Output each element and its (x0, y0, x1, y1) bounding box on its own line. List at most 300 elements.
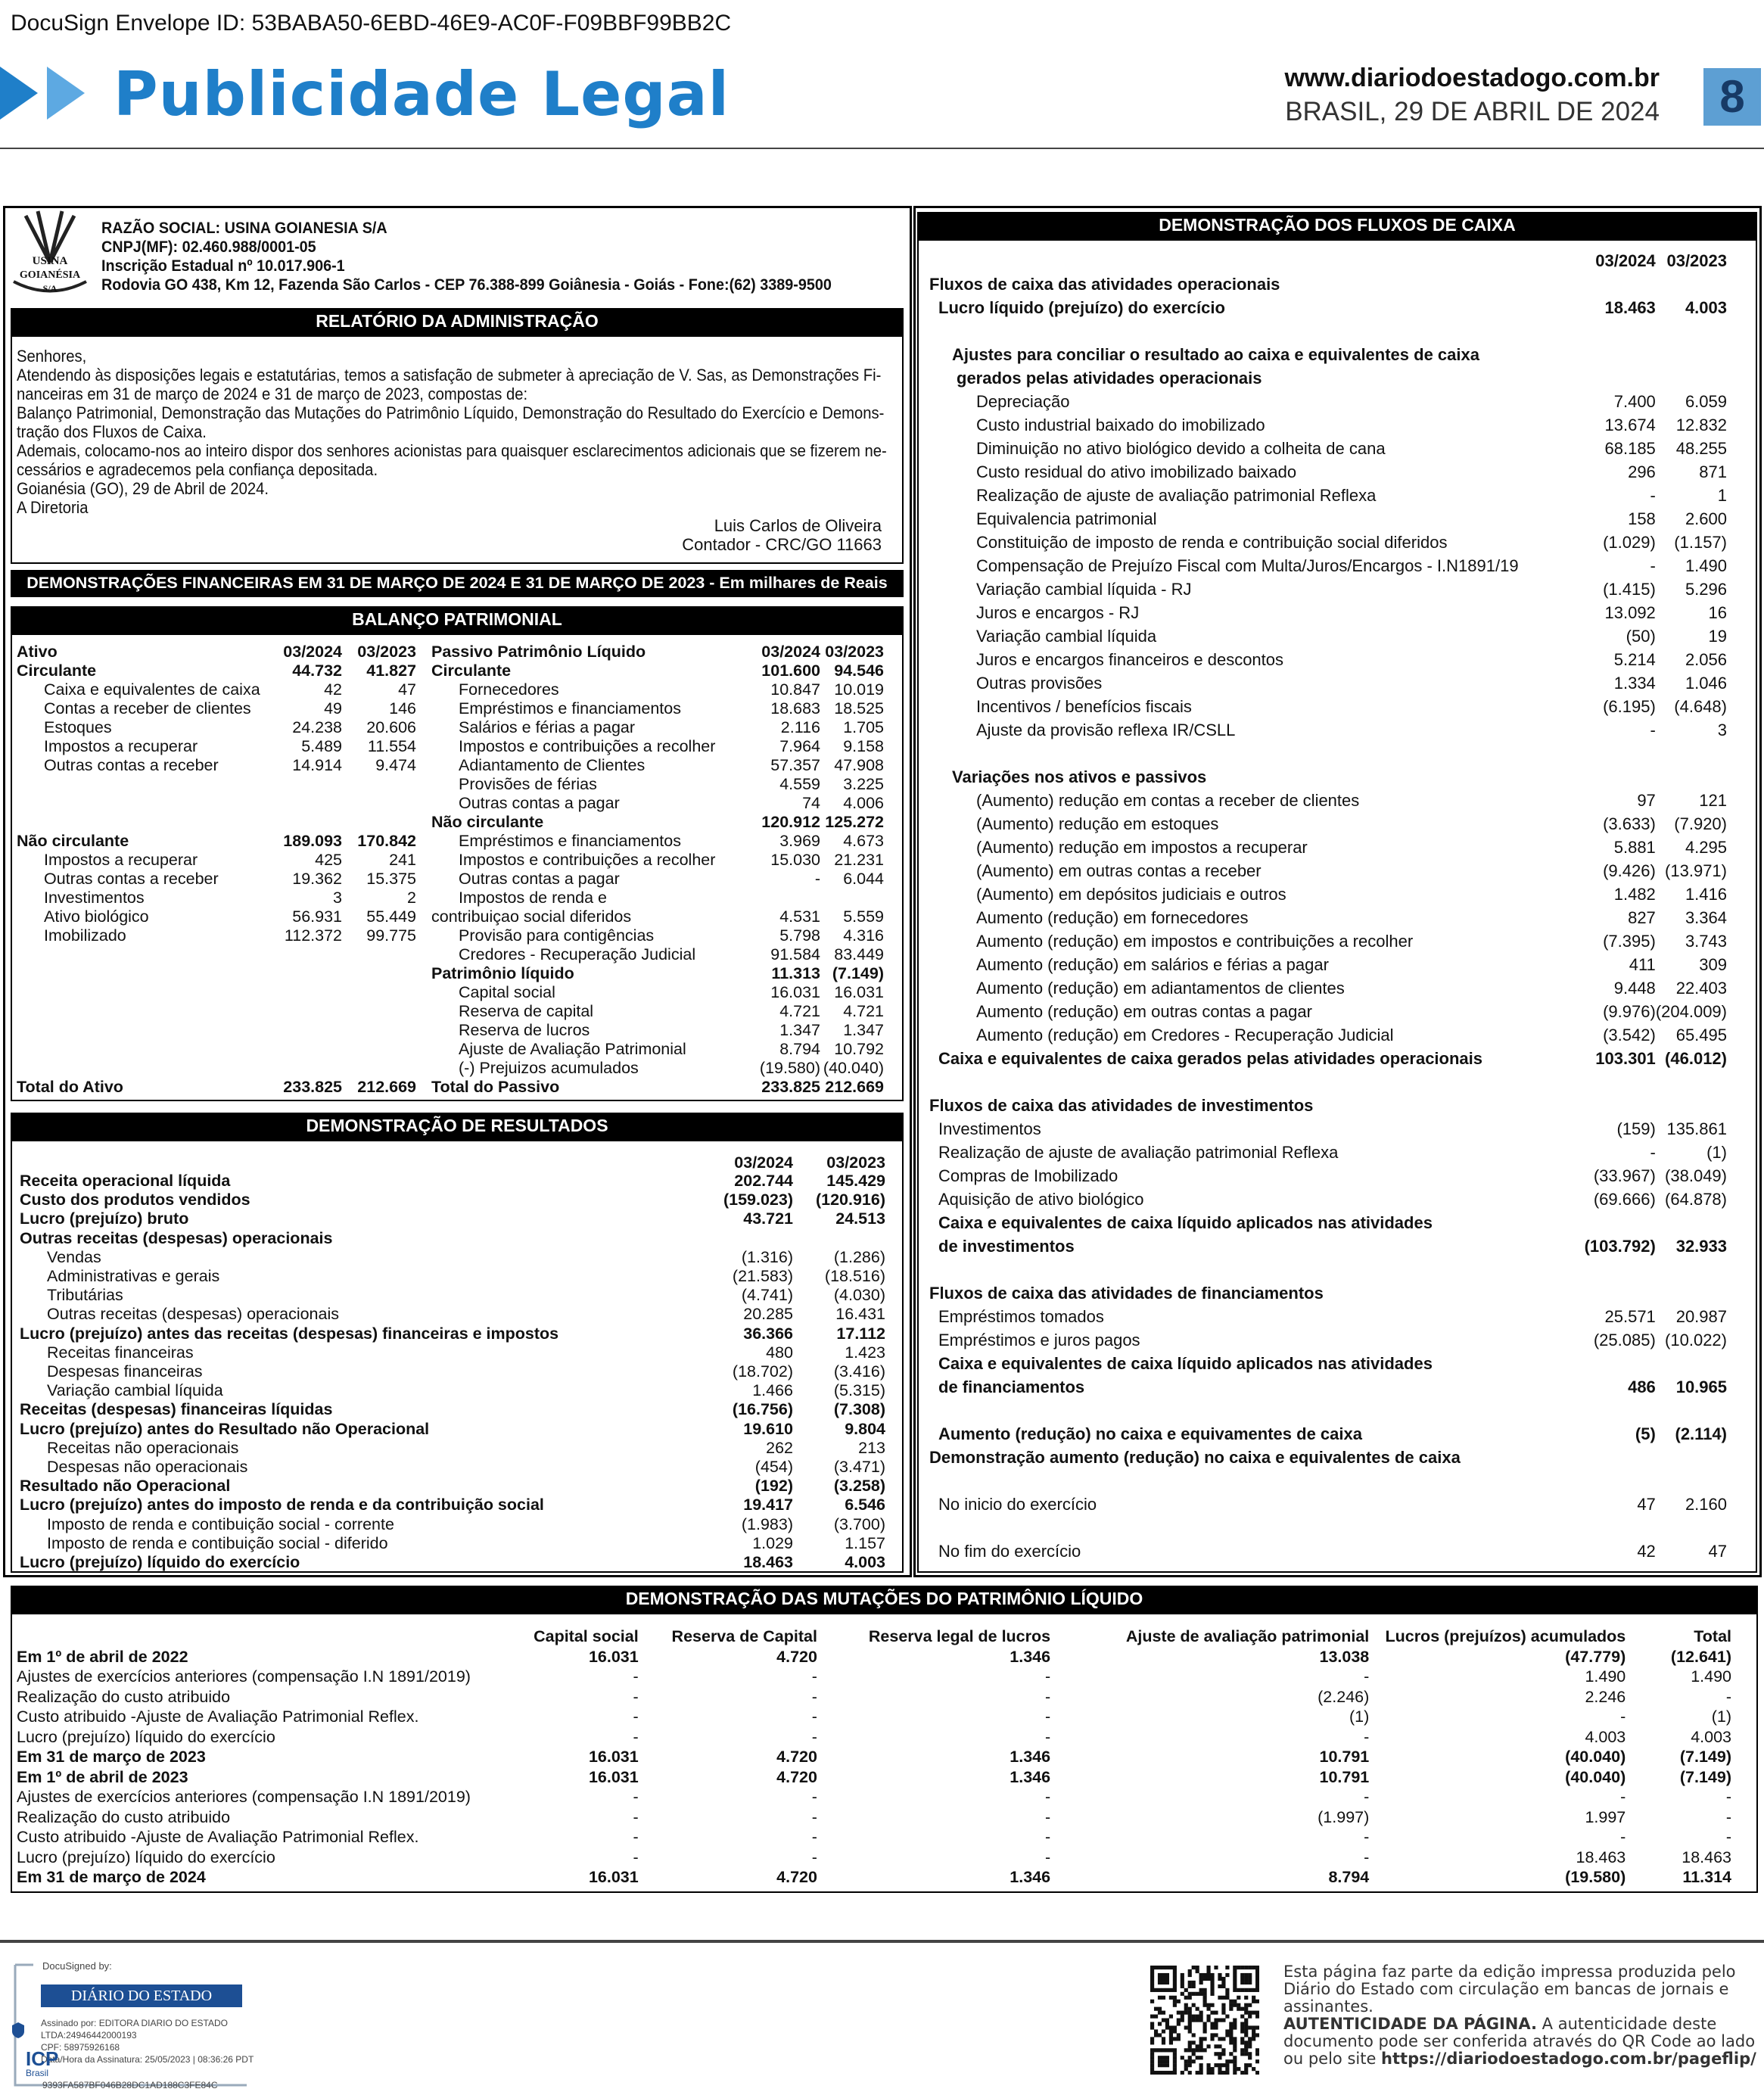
qr-module (1199, 2063, 1203, 2067)
qr-module (1188, 2059, 1192, 2063)
row-value: (1) (1706, 1143, 1727, 1162)
row-value: 425 (315, 851, 342, 869)
double-arrow-icon (0, 67, 95, 120)
page-number: 8 (1703, 68, 1761, 126)
table-row (929, 1375, 1727, 1399)
row-value: 6.546 (845, 1496, 885, 1514)
table-row (431, 756, 884, 775)
row-value: 233.825 (761, 1078, 820, 1096)
company-logo (11, 210, 89, 304)
qr-module (1225, 2015, 1229, 2019)
qr-module (1154, 1988, 1158, 1992)
row-label: Passivo Patrimônio Líquido (431, 643, 646, 661)
qr-module (1162, 2063, 1165, 2067)
authenticity-text: A autenticidade deste (1537, 2015, 1717, 2033)
table-row (431, 907, 884, 926)
qr-module (1196, 2019, 1199, 2022)
row-value (342, 1002, 416, 1021)
row-value: 18.463 (1576, 1848, 1626, 1866)
row-value: 42 (324, 680, 342, 699)
qr-module (1154, 2007, 1158, 2011)
qr-module (1210, 2033, 1214, 2037)
row-value (1571, 1094, 1656, 1117)
row-label: Investimentos (44, 889, 145, 907)
qr-module (1177, 2000, 1181, 2003)
row-value: 68.185 (1604, 439, 1656, 458)
qr-module (1218, 2056, 1221, 2059)
row-label: Realização do custo atribuido (17, 1807, 231, 1826)
qr-module (1240, 2052, 1244, 2056)
row-value: (13.971) (1665, 861, 1727, 880)
row-value: (1) (1349, 1707, 1370, 1726)
row-value: - (633, 1727, 639, 1746)
qr-module (1169, 2029, 1173, 2033)
row-value: - (633, 1667, 639, 1686)
row-value (266, 813, 342, 832)
qr-module (1240, 1966, 1244, 1969)
docusigned-label: DocuSigned by: (42, 1960, 112, 1972)
column-header: Total (1694, 1627, 1731, 1645)
qr-module (1206, 2007, 1210, 2011)
qr-module (1252, 2067, 1255, 2071)
column-header: Reserva legal de lucros (868, 1627, 1051, 1645)
table-row (17, 1002, 416, 1021)
qr-module (1199, 2041, 1203, 2044)
row-value: 03/2024 (1595, 251, 1656, 270)
row-value: 212.669 (357, 1078, 416, 1096)
row-label: Reserva de lucros (459, 1021, 590, 1039)
qr-module (1169, 2071, 1173, 2075)
qr-module (1203, 1988, 1207, 1992)
row-value: 5.214 (1613, 650, 1656, 669)
row-label (17, 775, 266, 794)
qr-module (1225, 2063, 1229, 2067)
row-label: (Aumento) redução em estoques (976, 814, 1219, 833)
row-value: 1.029 (752, 1533, 793, 1552)
qr-module (1150, 2052, 1154, 2056)
qr-module (1188, 1973, 1192, 1977)
row-value: 1.705 (843, 718, 884, 736)
table-row (929, 836, 1727, 859)
table-row (929, 437, 1727, 460)
qr-module (1214, 2033, 1218, 2037)
qr-code-icon[interactable] (1150, 1966, 1259, 2075)
row-value (342, 964, 416, 983)
qr-module (1192, 1981, 1196, 1984)
row-label: Compensação de Prejuízo Fiscal com Multa/Juros/Encargos - I.N1891/19 (976, 556, 1519, 575)
qr-module (1169, 2025, 1173, 2029)
row-value (1571, 1446, 1656, 1469)
qr-module (1206, 1973, 1210, 1977)
qr-module (1255, 1988, 1259, 1992)
row-value: (192) (754, 1477, 793, 1496)
row-value (1656, 1516, 1727, 1539)
table-row (929, 859, 1727, 883)
row-label: Impostos a recuperar (44, 851, 198, 869)
row-label: de financiamentos (938, 1377, 1085, 1396)
qr-module (1233, 2003, 1237, 2007)
brand-logo: DIÁRIO DO ESTADO (41, 1984, 242, 2007)
row-value: - (811, 1828, 817, 1846)
qr-module (1188, 1981, 1192, 1984)
qr-module (1173, 1984, 1177, 1988)
table-row (929, 1234, 1727, 1258)
table-row (929, 929, 1727, 953)
qr-module (1199, 2048, 1203, 2052)
qr-module (1150, 2041, 1154, 2044)
row-value: 121 (1699, 791, 1727, 810)
relatorio-line: Ademais, colocamo-nos ao inteiro dispor dos senhores acionistas para quaisquer esclarecimentos adicionais que se fizerem ne- (17, 441, 887, 460)
qr-module (1188, 1969, 1192, 1973)
row-value: 18.463 (1682, 1848, 1731, 1866)
row-value: 99.775 (366, 926, 416, 945)
qr-module (1162, 1977, 1165, 1981)
table-row (17, 1747, 1731, 1767)
document-hash: 9393FA587BF046B28DC1AD188C3FE84C (42, 2080, 218, 2090)
qr-module (1237, 1966, 1240, 1969)
table-row (17, 1040, 416, 1059)
qr-module (1233, 1984, 1237, 1988)
row-value: 4.006 (843, 794, 884, 812)
row-label: Despesas não operacionais (47, 1458, 248, 1477)
qr-module (1165, 2048, 1169, 2052)
row-value: - (1650, 556, 1656, 575)
qr-module (1225, 1988, 1229, 1992)
row-label: Diminuição no ativo biológico devido a colheita de cana (976, 439, 1386, 458)
qr-module (1162, 1996, 1165, 2000)
row-value: 4.720 (776, 1767, 817, 1786)
row-value: 5.296 (1685, 580, 1727, 599)
row-label: Ajustes de exercícios anteriores (compensação I.N 1891/2019) (17, 1667, 471, 1686)
row-label: Circulante (17, 661, 97, 680)
table-row (431, 983, 884, 1002)
qr-module (1244, 2044, 1248, 2048)
row-value: 1.346 (1010, 1767, 1051, 1786)
row-label: No fim do exercício (938, 1542, 1081, 1561)
relatorio-line: Senhores, (17, 347, 87, 366)
row-value (1571, 742, 1656, 765)
qr-module (1248, 2041, 1252, 2044)
qr-module (1150, 1981, 1154, 1984)
row-label (929, 742, 1571, 765)
qr-module (1173, 2000, 1177, 2003)
qr-module (1169, 1966, 1173, 1969)
qr-module (1188, 2015, 1192, 2019)
row-value (1656, 1352, 1727, 1375)
qr-module (1203, 2000, 1207, 2003)
qr-module (1162, 2056, 1165, 2059)
qr-module (1181, 1973, 1184, 1977)
qr-module (1181, 1977, 1184, 1981)
resultado-table (20, 1153, 885, 1572)
qr-module (1150, 1988, 1154, 1992)
row-value (342, 794, 416, 813)
row-label: No inicio do exercício (938, 1495, 1097, 1514)
row-label: Imposto de renda e contibuição social - diferido (47, 1533, 388, 1552)
table-row (20, 1343, 885, 1362)
row-value: - (633, 1807, 639, 1826)
pageflip-link[interactable]: https://diariodoestadogo.com.br/pageflip/ (1381, 2050, 1756, 2068)
qr-module (1192, 2052, 1196, 2056)
row-value: 4.003 (1585, 1727, 1626, 1746)
row-value: 1.347 (779, 1021, 820, 1039)
row-label: Lucro (prejuízo) antes do Resultado não Operacional (20, 1419, 430, 1438)
table-row (20, 1209, 885, 1228)
row-value: 1.346 (1010, 1748, 1051, 1766)
row-value: (1) (1711, 1707, 1731, 1726)
row-value: 1.347 (843, 1021, 884, 1039)
qr-module (1229, 2029, 1233, 2033)
row-value: 42 (1637, 1542, 1656, 1561)
site-url[interactable]: www.diariodoestadogo.com.br (1284, 64, 1660, 92)
row-label: Patrimônio líquido (431, 964, 574, 982)
qr-module (1181, 2011, 1184, 2015)
qr-module (1150, 2063, 1154, 2067)
qr-module (1184, 2063, 1188, 2067)
row-value: 1.046 (1685, 674, 1727, 693)
qr-module (1162, 1973, 1165, 1977)
row-value: 14.914 (292, 756, 342, 774)
row-label: Caixa e equivalentes de caixa líquido aplicados nas atividades (938, 1213, 1433, 1232)
table-row (431, 813, 884, 832)
qr-module (1229, 2059, 1233, 2063)
row-value (1656, 1281, 1727, 1305)
table-row (431, 794, 884, 813)
row-label: Adiantamento de Clientes (459, 756, 646, 774)
qr-module (1233, 2019, 1237, 2022)
qr-module (1192, 2041, 1196, 2044)
table-row (20, 1534, 885, 1553)
qr-module (1162, 2019, 1165, 2022)
column-header: Lucros (prejuízos) acumulados (1385, 1627, 1626, 1645)
row-value: 03/2023 (357, 643, 416, 661)
qr-module (1192, 2033, 1196, 2037)
table-row (929, 319, 1727, 343)
qr-module (1252, 1966, 1255, 1969)
table-row (929, 1305, 1727, 1328)
qr-module (1199, 2037, 1203, 2041)
qr-module (1196, 2015, 1199, 2019)
qr-module (1158, 2048, 1162, 2052)
qr-module (1165, 1977, 1169, 1981)
row-label (929, 1399, 1571, 1422)
section-title: Publicidade Legal (114, 59, 730, 129)
row-value: 16.031 (770, 983, 820, 1001)
table-row (17, 1707, 1731, 1727)
row-label: Aumento (redução) em Credores - Recuperação Judicial (976, 1026, 1394, 1044)
qr-module (1165, 2059, 1169, 2063)
qr-module (1233, 1988, 1237, 1992)
qr-module (1244, 2019, 1248, 2022)
table-row (17, 832, 416, 851)
table-row (17, 1727, 1731, 1748)
row-value: - (1364, 1828, 1370, 1846)
table-row (929, 883, 1727, 906)
table-row (17, 851, 416, 870)
table-row (17, 926, 416, 945)
qr-module (1165, 2025, 1169, 2029)
qr-module (1252, 2037, 1255, 2041)
row-value: 16.031 (588, 1748, 639, 1766)
table-row (929, 1117, 1727, 1141)
row-value: 97 (1637, 791, 1656, 810)
qr-module (1233, 2063, 1237, 2067)
qr-module (1199, 2015, 1203, 2019)
row-value: 4.003 (1685, 298, 1727, 317)
qr-module (1188, 2011, 1192, 2015)
qr-module (1210, 2022, 1214, 2025)
qr-module (1218, 2019, 1221, 2022)
table-row (17, 1078, 416, 1097)
qr-module (1248, 2044, 1252, 2048)
shield-icon (11, 2021, 26, 2039)
row-value: 47 (398, 680, 416, 699)
row-value: (159.023) (723, 1191, 793, 1209)
qr-module (1248, 2011, 1252, 2015)
column-header: Capital social (534, 1627, 639, 1645)
qr-module (1188, 1992, 1192, 1996)
balanco-title: BALANÇO PATRIMONIAL (11, 606, 904, 633)
row-value: - (1620, 1788, 1626, 1806)
row-value: - (1725, 1828, 1731, 1846)
qr-module (1233, 1969, 1237, 1973)
row-value: 4.531 (779, 907, 820, 926)
qr-module (1169, 2037, 1173, 2041)
row-value: 3 (1717, 721, 1727, 739)
row-value: 10.791 (1319, 1748, 1370, 1766)
row-value: 2.116 (780, 718, 820, 736)
qr-module (1244, 1988, 1248, 1992)
qr-module (1181, 2071, 1184, 2075)
qr-module (1199, 1977, 1203, 1981)
qr-module (1173, 2063, 1177, 2067)
row-value: - (1725, 1807, 1731, 1826)
table-row (431, 718, 884, 737)
row-label (17, 794, 266, 813)
qr-module (1237, 2067, 1240, 2071)
row-value (1656, 319, 1727, 343)
row-value: (18.516) (824, 1267, 885, 1286)
row-value: (9.426) (1603, 861, 1656, 880)
qr-module (1199, 2071, 1203, 2075)
row-label: Realização de ajuste de avaliação patrimonial Reflexa (976, 486, 1377, 505)
table-row (20, 1515, 885, 1534)
svg-text:GOIANÉSIA: GOIANÉSIA (19, 269, 81, 281)
company-name: RAZÃO SOCIAL: USINA GOIANESIA S/A (101, 219, 387, 237)
row-value: 19.417 (743, 1496, 793, 1514)
row-value: 10.791 (1319, 1767, 1370, 1786)
svg-text:S/A: S/A (42, 283, 58, 294)
qr-module (1225, 2071, 1229, 2075)
qr-module (1221, 2048, 1225, 2052)
row-value: 16.031 (834, 983, 884, 1001)
row-label: Capital social (459, 983, 555, 1001)
qr-module (1150, 2056, 1154, 2059)
qr-module (1165, 1973, 1169, 1977)
table-row (929, 1094, 1727, 1117)
qr-module (1165, 2022, 1169, 2025)
qr-module (1221, 2063, 1225, 2067)
table-row (431, 1078, 884, 1097)
qr-module (1248, 1988, 1252, 1992)
qr-module (1184, 2011, 1188, 2015)
table-row (929, 953, 1727, 976)
qr-module (1169, 2048, 1173, 2052)
qr-module (1203, 1992, 1207, 1996)
qr-module (1255, 1969, 1259, 1973)
qr-module (1233, 2022, 1237, 2025)
qr-module (1218, 2037, 1221, 2041)
qr-module (1188, 2041, 1192, 2044)
row-value: 03/2024 (283, 643, 342, 661)
row-value: (3.542) (1603, 1026, 1656, 1044)
row-value: 21.231 (834, 851, 884, 869)
row-label: Total do Ativo (17, 1078, 123, 1096)
qr-module (1221, 2011, 1225, 2015)
row-value: 74 (802, 794, 820, 812)
table-row (929, 577, 1727, 601)
qr-module (1196, 1969, 1199, 1973)
table-row (431, 1040, 884, 1059)
qr-module (1255, 2033, 1259, 2037)
qr-module (1248, 2003, 1252, 2007)
row-label: Lucro (prejuízo) antes das receitas (despesas) financeiras e impostos (20, 1324, 559, 1343)
row-value: (40.040) (1565, 1767, 1626, 1786)
qr-module (1240, 1988, 1244, 1992)
row-label: Imobilizado (44, 926, 126, 945)
row-label: Lucro (prejuízo) antes do imposto de renda e da contribuição social (20, 1496, 544, 1514)
row-label: Imposto de renda e contibuição social - corrente (47, 1514, 394, 1533)
table-row (17, 1667, 1731, 1687)
qr-module (1221, 2007, 1225, 2011)
table-row (20, 1439, 885, 1458)
column-header: Reserva de Capital (671, 1627, 817, 1645)
row-value: 03/2024 (761, 643, 820, 661)
row-label: Aumento (redução) em fornecedores (976, 908, 1249, 927)
table-row (929, 671, 1727, 695)
qr-module (1233, 2037, 1237, 2041)
row-value: 4.720 (776, 1868, 817, 1886)
table-row (431, 1021, 884, 1040)
row-value (1571, 1399, 1656, 1422)
row-label: Caixa e equivalentes de caixa (44, 680, 260, 699)
qr-module (1244, 1981, 1248, 1984)
qr-module (1162, 1988, 1165, 1992)
row-label: Receita operacional líquida (20, 1172, 231, 1190)
qr-module (1237, 2007, 1240, 2011)
table-row (929, 1070, 1727, 1094)
qr-module (1188, 2071, 1192, 2075)
row-label: (Aumento) redução em contas a receber de clientes (976, 791, 1360, 810)
qr-module (1255, 1977, 1259, 1981)
note-line-2: Diário do Estado com circulação em bancas de jornais e (1283, 1980, 1729, 1998)
row-value: 32.933 (1675, 1237, 1727, 1256)
row-value: 18.525 (834, 699, 884, 718)
qr-module (1173, 2048, 1177, 2052)
table-row (17, 1767, 1731, 1788)
qr-module (1240, 2048, 1244, 2052)
row-value: (46.012) (1665, 1049, 1727, 1068)
row-value: - (1044, 1848, 1051, 1866)
table-row (17, 1867, 1731, 1888)
qr-module (1240, 1973, 1244, 1977)
row-value: 4.316 (843, 926, 884, 945)
qr-module (1210, 2071, 1214, 2075)
row-value: (4.648) (1674, 697, 1727, 716)
qr-module (1221, 1981, 1225, 1984)
qr-module (1158, 2007, 1162, 2011)
row-value (1571, 1070, 1656, 1094)
